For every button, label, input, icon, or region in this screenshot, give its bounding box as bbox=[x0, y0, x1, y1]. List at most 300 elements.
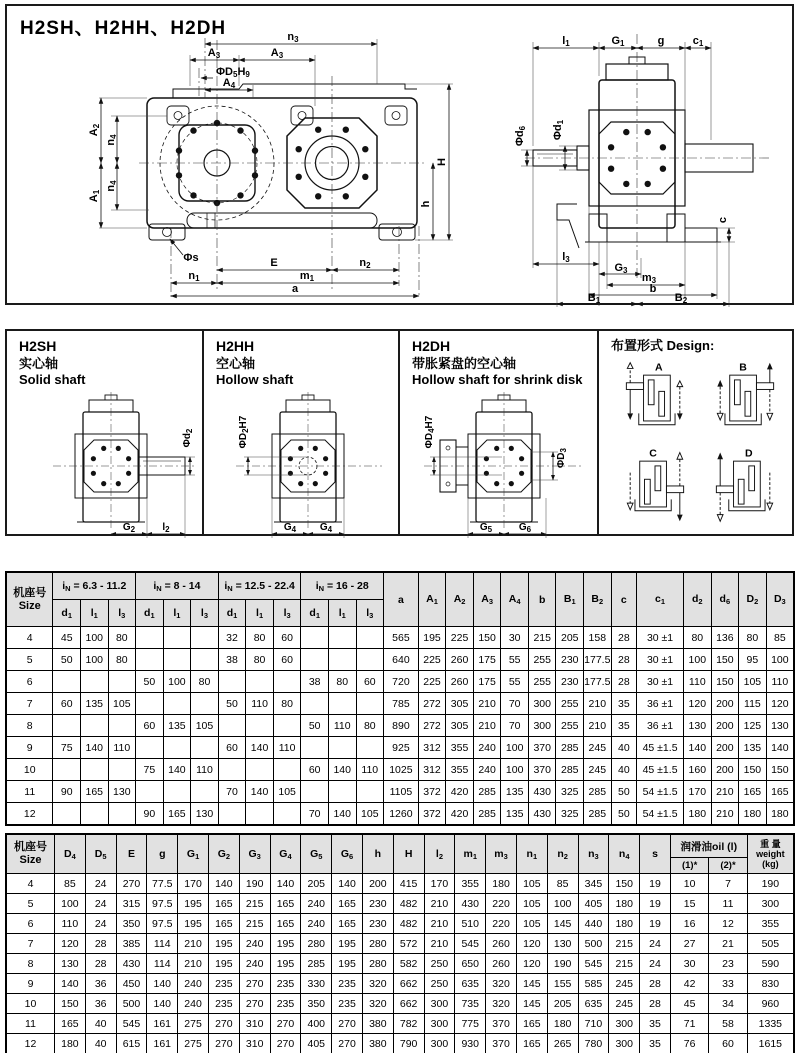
table-cell: 30 ±1 bbox=[637, 627, 684, 649]
table-cell: 245 bbox=[609, 994, 640, 1014]
extension-lines bbox=[430, 452, 558, 538]
table-cell bbox=[191, 781, 219, 803]
size-cell: 12 bbox=[6, 803, 53, 826]
table-cell: 200 bbox=[362, 874, 393, 894]
table-cell: 80 bbox=[273, 693, 301, 715]
table-cell bbox=[328, 781, 356, 803]
table-cell: 110 bbox=[766, 671, 794, 693]
table-cell bbox=[301, 627, 329, 649]
table-cell: 80 bbox=[246, 649, 274, 671]
design-variant-label: A bbox=[655, 361, 663, 374]
design-variant-label: D bbox=[745, 447, 753, 460]
col-header: $G_2$ bbox=[208, 834, 239, 874]
table-cell: 245 bbox=[584, 759, 612, 781]
table-cell: 235 bbox=[270, 974, 301, 994]
table-cell: 245 bbox=[609, 974, 640, 994]
table-cell: 180 bbox=[609, 914, 640, 934]
table-row bbox=[6, 1014, 794, 1034]
table-cell: 80 bbox=[328, 671, 356, 693]
table-cell: 110 bbox=[246, 693, 274, 715]
table-cell: 372 bbox=[418, 803, 446, 826]
table-cell: 140 bbox=[54, 974, 85, 994]
table-cell: 215 bbox=[239, 894, 270, 914]
dim-label-n4: $n_4$ bbox=[105, 134, 119, 146]
col-header: h bbox=[362, 834, 393, 874]
table-cell bbox=[246, 715, 274, 737]
table-cell bbox=[218, 671, 246, 693]
panel-name-en: Solid shaft bbox=[19, 371, 86, 387]
table-cell: 45 ±1.5 bbox=[637, 759, 684, 781]
table-cell: 135 bbox=[501, 781, 529, 803]
table-cell: 960 bbox=[747, 994, 794, 1014]
dim-label-a: a bbox=[291, 283, 299, 295]
design-diagram-a bbox=[613, 358, 697, 440]
table-cell: 150 bbox=[711, 649, 739, 671]
table-cell: 325 bbox=[556, 781, 584, 803]
table-row bbox=[6, 894, 794, 914]
table-cell bbox=[356, 693, 384, 715]
table-cell: 150 bbox=[54, 994, 85, 1014]
table-cell: 165 bbox=[270, 914, 301, 934]
table-cell: 77.5 bbox=[147, 874, 178, 894]
table-cell: 24 bbox=[85, 874, 116, 894]
table-cell: 325 bbox=[556, 803, 584, 826]
table-cell: 105 bbox=[739, 671, 767, 693]
table-cell: 100 bbox=[547, 894, 578, 914]
table-cell: 36 bbox=[85, 974, 116, 994]
dim-label-c1: $c_1$ bbox=[692, 35, 704, 49]
col-header: H bbox=[393, 834, 424, 874]
table-cell: 70 bbox=[301, 803, 329, 826]
table-cell: 40 bbox=[611, 737, 637, 759]
table-cell: 75 bbox=[136, 759, 164, 781]
table-cell bbox=[356, 649, 384, 671]
table-cell: 255 bbox=[556, 693, 584, 715]
table-cell: 24 bbox=[640, 954, 671, 974]
table-cell: 272 bbox=[418, 715, 446, 737]
table-cell: 19 bbox=[640, 894, 671, 914]
design-variants bbox=[613, 358, 792, 526]
table-cell: 210 bbox=[424, 914, 455, 934]
table-cell: 85 bbox=[547, 874, 578, 894]
col-header: $A_2$ bbox=[446, 572, 474, 627]
table-cell: 100 bbox=[501, 759, 529, 781]
table-cell: 195 bbox=[208, 954, 239, 974]
table-cell: 345 bbox=[578, 874, 609, 894]
table-cell bbox=[218, 715, 246, 737]
table-cell: 150 bbox=[711, 671, 739, 693]
table-cell: 590 bbox=[747, 954, 794, 974]
table-cell bbox=[163, 781, 191, 803]
table-cell: 275 bbox=[178, 1034, 209, 1053]
table-cell: 71 bbox=[670, 1014, 708, 1034]
col-header: $l_1$ bbox=[246, 600, 274, 627]
table-cell: 270 bbox=[239, 994, 270, 1014]
size-cell: 8 bbox=[6, 954, 54, 974]
table-cell: 105 bbox=[273, 781, 301, 803]
col-header: b bbox=[528, 572, 556, 627]
table-cell: 105 bbox=[516, 874, 547, 894]
table-cell: 780 bbox=[578, 1034, 609, 1053]
table-cell bbox=[108, 803, 136, 826]
table-cell: 100 bbox=[163, 671, 191, 693]
table-cell bbox=[328, 737, 356, 759]
panel-h2dh bbox=[400, 331, 599, 534]
dim-label-g4: $G_4$ bbox=[319, 522, 333, 535]
table-cell: 300 bbox=[609, 1034, 640, 1053]
table-cell: 110 bbox=[328, 715, 356, 737]
table-cell: 11 bbox=[709, 894, 747, 914]
table-cell: 270 bbox=[270, 1034, 301, 1053]
table-cell: 80 bbox=[108, 627, 136, 649]
col-header: $d_1$ bbox=[301, 600, 329, 627]
size-cell: 4 bbox=[6, 874, 54, 894]
table-cell: 100 bbox=[54, 894, 85, 914]
table-cell: 210 bbox=[584, 693, 612, 715]
col-header: $D_2$ bbox=[739, 572, 767, 627]
table-cell bbox=[108, 759, 136, 781]
extension-lines bbox=[147, 457, 195, 538]
table-cell: 735 bbox=[455, 994, 486, 1014]
table-cell: 925 bbox=[384, 737, 419, 759]
table-cell: 36 bbox=[85, 994, 116, 1014]
table-cell: 200 bbox=[711, 715, 739, 737]
table-cell: 320 bbox=[486, 994, 517, 1014]
table-cell: 30 ±1 bbox=[637, 649, 684, 671]
table-cell: 105 bbox=[516, 914, 547, 934]
table-cell: 330 bbox=[301, 974, 332, 994]
dim-label-g: g bbox=[657, 35, 665, 47]
dimension-lines bbox=[527, 48, 729, 304]
table-cell: 85 bbox=[766, 627, 794, 649]
table-cell: 130 bbox=[54, 954, 85, 974]
design-diagram-b bbox=[703, 358, 787, 440]
table-cell: 60 bbox=[53, 693, 81, 715]
dim-label-a3: $A_3$ bbox=[270, 47, 284, 61]
table-cell: 140 bbox=[80, 737, 108, 759]
table-cell bbox=[273, 715, 301, 737]
table-cell bbox=[136, 649, 164, 671]
table-cell: 38 bbox=[301, 671, 329, 693]
table-cell: 270 bbox=[208, 1034, 239, 1053]
table-cell: 782 bbox=[393, 1014, 424, 1034]
table-cell: 110 bbox=[191, 759, 219, 781]
table-cell: 40 bbox=[85, 1034, 116, 1053]
table-cell: 265 bbox=[547, 1034, 578, 1053]
table-cell: 80 bbox=[684, 627, 712, 649]
table-cell: 27 bbox=[670, 934, 708, 954]
table-cell: 165 bbox=[163, 803, 191, 826]
table-cell: 430 bbox=[116, 954, 147, 974]
dim-label-l2: $l_2$ bbox=[162, 522, 170, 535]
table-cell: 165 bbox=[739, 781, 767, 803]
table-cell: 80 bbox=[191, 671, 219, 693]
table-cell: 385 bbox=[116, 934, 147, 954]
table-cell: 225 bbox=[418, 649, 446, 671]
table-cell: 230 bbox=[556, 649, 584, 671]
dim-label-l1: $l_1$ bbox=[562, 35, 570, 49]
design-diagram-c bbox=[613, 444, 697, 526]
table-cell: 230 bbox=[556, 671, 584, 693]
table-cell: 482 bbox=[393, 894, 424, 914]
table-cell: 150 bbox=[739, 759, 767, 781]
table-row bbox=[6, 715, 794, 737]
table-cell: 135 bbox=[163, 715, 191, 737]
table-cell: 50 bbox=[611, 803, 637, 826]
table-cell: 15 bbox=[670, 894, 708, 914]
table-cell: 190 bbox=[239, 874, 270, 894]
table-cell bbox=[301, 693, 329, 715]
table-cell: 30 bbox=[670, 954, 708, 974]
table-cell: 165 bbox=[766, 781, 794, 803]
table-cell: 28 bbox=[611, 627, 637, 649]
col-header: $l_1$ bbox=[80, 600, 108, 627]
table-cell: 545 bbox=[455, 934, 486, 954]
table-cell: 235 bbox=[270, 994, 301, 1014]
dim-label-n1: $n_1$ bbox=[188, 270, 200, 284]
table-cell: 370 bbox=[528, 759, 556, 781]
table-cell: 312 bbox=[418, 759, 446, 781]
panel-code: H2SH bbox=[19, 338, 57, 354]
table-cell: 220 bbox=[486, 894, 517, 914]
table-cell: 310 bbox=[239, 1034, 270, 1053]
table-cell bbox=[80, 803, 108, 826]
panel-design bbox=[599, 331, 792, 534]
table-cell: 662 bbox=[393, 974, 424, 994]
col-header: $A_4$ bbox=[501, 572, 529, 627]
table-cell: 161 bbox=[147, 1034, 178, 1053]
size-cell: 9 bbox=[6, 737, 53, 759]
design-title: 布置形式 Design: bbox=[611, 338, 715, 353]
table-cell bbox=[80, 671, 108, 693]
table-cell: 790 bbox=[393, 1034, 424, 1053]
table-cell: 24 bbox=[85, 894, 116, 914]
table-cell bbox=[163, 693, 191, 715]
table-cell: 135 bbox=[739, 737, 767, 759]
table-cell: 19 bbox=[640, 874, 671, 894]
table-cell: 28 bbox=[85, 954, 116, 974]
size-cell: 6 bbox=[6, 914, 54, 934]
table-cell: 35 bbox=[611, 715, 637, 737]
panel-code: H2DH bbox=[412, 338, 451, 354]
table-cell: 140 bbox=[684, 737, 712, 759]
table-cell bbox=[191, 649, 219, 671]
table-cell: 215 bbox=[239, 914, 270, 934]
table-cell: 270 bbox=[116, 874, 147, 894]
table-cell: 615 bbox=[116, 1034, 147, 1053]
center-lines bbox=[525, 34, 769, 280]
table-cell: 130 bbox=[766, 715, 794, 737]
table-cell: 150 bbox=[473, 627, 501, 649]
table-cell bbox=[218, 803, 246, 826]
table-cell: 175 bbox=[473, 671, 501, 693]
table-cell: 180 bbox=[766, 803, 794, 826]
table-cell bbox=[191, 693, 219, 715]
table-cell: 565 bbox=[384, 627, 419, 649]
table-cell: 60 bbox=[273, 627, 301, 649]
table-cell: 165 bbox=[80, 781, 108, 803]
table-cell: 240 bbox=[178, 974, 209, 994]
table-cell: 58 bbox=[709, 1014, 747, 1034]
table-cell: 270 bbox=[270, 1014, 301, 1034]
dim-label-n2: $n_2$ bbox=[359, 257, 371, 271]
table-cell: 785 bbox=[384, 693, 419, 715]
table-row bbox=[6, 874, 794, 894]
size-cell: 10 bbox=[6, 994, 54, 1014]
size-cell: 10 bbox=[6, 759, 53, 781]
table-cell: 505 bbox=[747, 934, 794, 954]
table-cell bbox=[53, 803, 81, 826]
table-cell: 640 bbox=[384, 649, 419, 671]
table-cell: 140 bbox=[163, 759, 191, 781]
table-cell: 130 bbox=[684, 715, 712, 737]
table-cell: 90 bbox=[136, 803, 164, 826]
table-cell: 100 bbox=[501, 737, 529, 759]
size-cell: 5 bbox=[6, 649, 53, 671]
table-cell: 350 bbox=[301, 994, 332, 1014]
table-cell: 210 bbox=[178, 934, 209, 954]
table-cell bbox=[301, 649, 329, 671]
table-cell bbox=[163, 649, 191, 671]
table-cell bbox=[356, 781, 384, 803]
col-header: $l_3$ bbox=[356, 600, 384, 627]
table-cell: 80 bbox=[108, 649, 136, 671]
table-cell bbox=[328, 693, 356, 715]
table-cell bbox=[80, 715, 108, 737]
solid-shaft-drawing bbox=[19, 390, 205, 540]
table-cell: 195 bbox=[270, 954, 301, 974]
table-row bbox=[6, 803, 794, 826]
table-cell: 35 bbox=[640, 1014, 671, 1034]
panel-name-en: Hollow shaft bbox=[216, 371, 294, 387]
table-cell: 105 bbox=[108, 693, 136, 715]
table-cell: 285 bbox=[301, 954, 332, 974]
page-title: H2SH、H2HH、H2DH bbox=[20, 18, 227, 39]
table-cell: 210 bbox=[711, 781, 739, 803]
ratio-group-header: $i_N = 16 - 28$ bbox=[301, 572, 384, 600]
table-cell: 245 bbox=[584, 737, 612, 759]
col-header: $n_2$ bbox=[547, 834, 578, 874]
table-cell: 19 bbox=[640, 914, 671, 934]
table-cell bbox=[328, 627, 356, 649]
table-cell: 50 bbox=[611, 781, 637, 803]
dim-label-d3: $\Phi D_3$ bbox=[556, 448, 569, 468]
table-cell: 180 bbox=[486, 874, 517, 894]
table-cell: 585 bbox=[578, 974, 609, 994]
size-column-header: 机座号 Size bbox=[6, 572, 53, 627]
table-cell: 140 bbox=[328, 803, 356, 826]
panel-name-cn: 实心轴 bbox=[19, 355, 59, 371]
table-cell: 80 bbox=[356, 715, 384, 737]
oil-group-header: 润滑油oil (l) bbox=[670, 834, 747, 858]
table-cell bbox=[136, 693, 164, 715]
table-row bbox=[6, 1034, 794, 1053]
dimension-labels bbox=[514, 35, 729, 305]
table-cell: 180 bbox=[54, 1034, 85, 1053]
design-variant-label: C bbox=[649, 447, 657, 460]
dim-label-h: h bbox=[420, 200, 432, 208]
table-cell: 635 bbox=[455, 974, 486, 994]
table-cell bbox=[356, 737, 384, 759]
table-cell: 36 ±1 bbox=[637, 715, 684, 737]
table-cell: 545 bbox=[116, 1014, 147, 1034]
table-cell: 145 bbox=[516, 974, 547, 994]
table-cell: 500 bbox=[578, 934, 609, 954]
col-header: $B_1$ bbox=[556, 572, 584, 627]
table-cell bbox=[53, 671, 81, 693]
table-cell: 33 bbox=[709, 974, 747, 994]
table-cell: 45 bbox=[670, 994, 708, 1014]
table-cell: 930 bbox=[455, 1034, 486, 1053]
col-header: $l_1$ bbox=[163, 600, 191, 627]
table-cell bbox=[136, 737, 164, 759]
weight-column-header: 重 量 weight (kg) bbox=[747, 834, 794, 874]
table-cell: 32 bbox=[218, 627, 246, 649]
table-row bbox=[6, 934, 794, 954]
table-cell: 50 bbox=[218, 693, 246, 715]
table-cell bbox=[218, 759, 246, 781]
table-cell: 110 bbox=[356, 759, 384, 781]
table-cell: 255 bbox=[556, 715, 584, 737]
dim-label-g2: $G_2$ bbox=[122, 522, 136, 535]
table-cell: 280 bbox=[362, 934, 393, 954]
table-row bbox=[6, 627, 794, 649]
table-cell: 320 bbox=[362, 994, 393, 1014]
extension-lines bbox=[99, 39, 453, 240]
table-cell: 300 bbox=[424, 1034, 455, 1053]
dim-label-m1: $m_1$ bbox=[299, 270, 315, 284]
table-cell: 80 bbox=[739, 627, 767, 649]
table-cell: 582 bbox=[393, 954, 424, 974]
table-cell: 310 bbox=[239, 1014, 270, 1034]
table-cell: 180 bbox=[609, 894, 640, 914]
table-cell: 1105 bbox=[384, 781, 419, 803]
col-header: $G_1$ bbox=[178, 834, 209, 874]
table-row bbox=[6, 914, 794, 934]
table-cell: 24 bbox=[85, 914, 116, 934]
table-cell: 140 bbox=[147, 994, 178, 1014]
table-cell: 370 bbox=[486, 1034, 517, 1053]
table-cell: 380 bbox=[362, 1034, 393, 1053]
table-cell: 510 bbox=[455, 914, 486, 934]
table-cell: 54 ±1.5 bbox=[637, 803, 684, 826]
table-cell: 180 bbox=[684, 803, 712, 826]
size-cell: 7 bbox=[6, 934, 54, 954]
design-diagram-d bbox=[703, 444, 787, 526]
table-cell: 215 bbox=[609, 934, 640, 954]
table-cell: 180 bbox=[739, 803, 767, 826]
table-cell: 16 bbox=[670, 914, 708, 934]
ratio-group-header: $i_N = 6.3 - 11.2$ bbox=[53, 572, 136, 600]
table-cell bbox=[273, 759, 301, 781]
extension-lines bbox=[521, 42, 735, 307]
table-cell: 240 bbox=[239, 934, 270, 954]
dim-label-b1: $B_1$ bbox=[587, 292, 601, 306]
table-cell: 165 bbox=[270, 894, 301, 914]
table-cell: 260 bbox=[446, 671, 474, 693]
table-cell: 180 bbox=[547, 1014, 578, 1034]
table-cell bbox=[108, 715, 136, 737]
table-cell: 155 bbox=[547, 974, 578, 994]
size-cell: 7 bbox=[6, 693, 53, 715]
table-row bbox=[6, 737, 794, 759]
table-cell: 635 bbox=[578, 994, 609, 1014]
table-cell: 50 bbox=[53, 649, 81, 671]
size-cell: 8 bbox=[6, 715, 53, 737]
table-cell: 285 bbox=[584, 803, 612, 826]
table-cell: 1615 bbox=[747, 1034, 794, 1053]
col-header: $n_4$ bbox=[609, 834, 640, 874]
